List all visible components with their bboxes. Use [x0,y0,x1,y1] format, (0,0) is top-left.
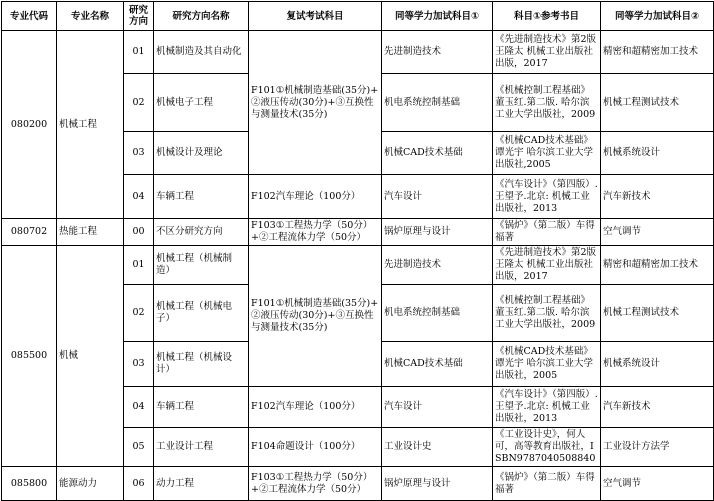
extra-subject-2: 汽车新技术 [601,387,714,428]
major-name: 能源动力 [57,467,124,501]
direction-name: 不区分研究方向 [154,219,249,246]
header-extra-subject-2: 同等学力加试科目② [601,2,714,31]
reference-book: 《先进制造技术》第2版 王隆太 机械工业出版社出版，2017 [493,246,601,285]
direction-no: 02 [124,285,154,342]
major-code: 080200 [2,31,57,219]
direction-name: 机械设计及理论 [154,132,249,175]
direction-no: 01 [124,246,154,285]
reference-book: 《机械CAD技术基础》谭光宇 哈尔滨工业大学出版社，2005 [493,342,601,387]
direction-name: 机械电子工程 [154,74,249,132]
exam-subject: F103①工程热力学（50分）+②工程流体力学（50分） [249,467,382,501]
extra-subject-2: 机械系统设计 [601,342,714,387]
reference-book: 《锅炉》（第二版）车得福著 [493,219,601,246]
table-row [2,246,714,285]
header-major-code: 专业代码 [2,2,57,31]
header-exam-subject: 复试考试科目 [249,2,382,31]
table-row [2,31,714,74]
extra-subject-1: 锅炉原理与设计 [382,219,493,246]
direction-no: 02 [124,74,154,132]
direction-name: 机械工程（机械制造） [154,246,249,285]
extra-subject-1: 机械CAD技术基础 [382,342,493,387]
direction-no: 03 [124,132,154,175]
major-name: 机械工程 [57,31,124,219]
table-row [2,467,714,501]
extra-subject-1: 工业设计史 [382,428,493,467]
header-direction-no: 研究方向 [124,2,154,31]
major-name: 机械 [57,246,124,467]
extra-subject-2: 空气调节 [601,219,714,246]
direction-no: 04 [124,387,154,428]
direction-no: 03 [124,342,154,387]
header-extra-subject-1: 同等学力加试科目① [382,2,493,31]
extra-subject-2: 空气调节 [601,467,714,501]
extra-subject-1: 先进制造技术 [382,246,493,285]
extra-subject-2: 机械工程测试技术 [601,74,714,132]
reference-book: 《锅炉》（第二版）车得福著 [493,467,601,501]
extra-subject-1: 锅炉原理与设计 [382,467,493,501]
extra-subject-1: 汽车设计 [382,175,493,219]
extra-subject-1: 先进制造技术 [382,31,493,74]
header-major-name: 专业名称 [57,2,124,31]
direction-no: 06 [124,467,154,501]
exam-subject: F104命题设计（100分） [249,428,382,467]
exam-subject: F103①工程热力学（50分）+②工程流体力学（50分） [249,219,382,246]
exam-subject: F101①机械制造基础(35分)+②液压传动(30分)+③互换性与测量技术(35分) [249,31,382,175]
direction-name: 车辆工程 [154,387,249,428]
reference-book: 《机械CAD技术基础》谭光宇 哈尔滨工业大学出版社,2005 [493,132,601,175]
reference-book: 《机械控制工程基础》董玉红.第二版. 哈尔滨工业大学出版社，2009 [493,74,601,132]
reference-book: 《工业设计史》，何人可，高等教育出版社，ISBN9787040508840 [493,428,601,467]
major-code: 085500 [2,246,57,467]
header-direction-name: 研究方向名称 [154,2,249,31]
major-code: 085800 [2,467,57,501]
direction-name: 机械制造及其自动化 [154,31,249,74]
direction-name: 工业设计工程 [154,428,249,467]
reference-book: 《汽车设计》（第四版）.王望予.北京: 机械工业出版社，2013 [493,175,601,219]
direction-no: 05 [124,428,154,467]
reference-book: 《先进制造技术》第2版 王隆太 机械工业出版社出版，2017 [493,31,601,74]
direction-name: 车辆工程 [154,175,249,219]
extra-subject-1: 机电系统控制基础 [382,285,493,342]
exam-subject: F102汽车理论（100分） [249,175,382,219]
extra-subject-1: 机械CAD技术基础 [382,132,493,175]
extra-subject-2: 工业设计方法学 [601,428,714,467]
reference-book: 《机械控制工程基础》董玉红.第二版. 哈尔滨工业大学出版社，2009 [493,285,601,342]
extra-subject-2: 精密和超精密加工技术 [601,31,714,74]
admission-subjects-table [1,1,714,501]
major-code: 080702 [2,219,57,246]
direction-name: 动力工程 [154,467,249,501]
table-row [2,219,714,246]
direction-name: 机械工程（机械电子） [154,285,249,342]
extra-subject-1: 汽车设计 [382,387,493,428]
extra-subject-1: 机电系统控制基础 [382,74,493,132]
major-name: 热能工程 [57,219,124,246]
extra-subject-2: 汽车新技术 [601,175,714,219]
exam-subject: F101①机械制造基础(35分)+②液压传动(30分)+③互换性与测量技术(35分) [249,246,382,387]
direction-no: 04 [124,175,154,219]
exam-subject: F102汽车理论（100分） [249,387,382,428]
header-reference-books: 科目①参考书目 [493,2,601,31]
direction-no: 01 [124,31,154,74]
extra-subject-2: 机械系统设计 [601,132,714,175]
extra-subject-2: 精密和超精密加工技术 [601,246,714,285]
direction-name: 机械工程（机械设计） [154,342,249,387]
header-row [2,2,714,31]
direction-no: 00 [124,219,154,246]
extra-subject-2: 机械工程测试技术 [601,285,714,342]
reference-book: 《汽车设计》（第四版）.王望予.北京: 机械工业出版社，2013 [493,387,601,428]
